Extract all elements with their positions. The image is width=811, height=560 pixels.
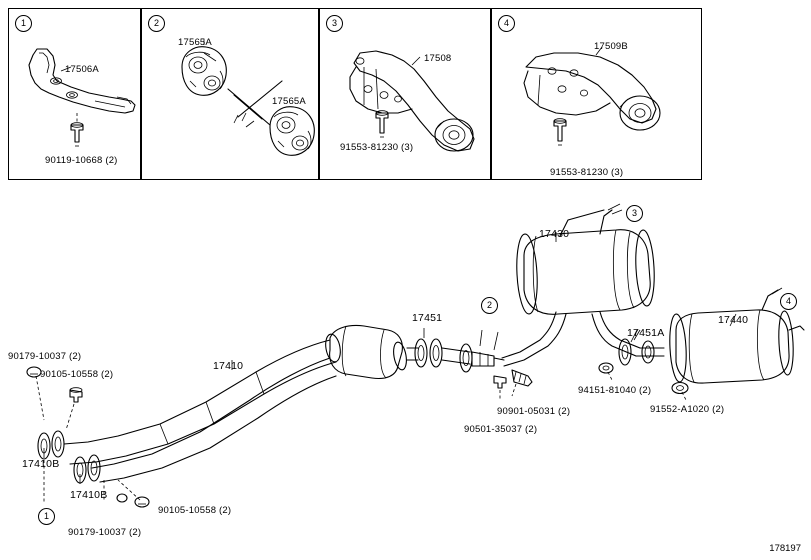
- exhaust-assembly-drawing: [0, 180, 811, 560]
- hardware-label-90179-10037-upper: 90179-10037 (2): [8, 351, 82, 362]
- main-label-17451a: 17451A: [627, 327, 665, 339]
- main-callout-1: 1: [38, 508, 55, 525]
- main-label-17410b-upper: 17410B: [22, 458, 60, 470]
- callout-index-3: 3: [326, 15, 343, 32]
- hardware-label-94151-81040: 94151-81040 (2): [578, 385, 652, 396]
- main-label-17430: 17430: [539, 228, 570, 240]
- hardware-label-90501-35037: 90501-35037 (2): [464, 424, 538, 435]
- hardware-label-90105-10558-lower: 90105-10558 (2): [158, 505, 232, 516]
- bracket-17508-drawing: [320, 9, 492, 181]
- callout-box-1: [8, 8, 141, 180]
- callout-box-4: [491, 8, 702, 180]
- hardware-label-90179-10037-lower: 90179-10037 (2): [68, 527, 142, 538]
- hardware-label-90901-05031: 90901-05031 (2): [497, 406, 571, 417]
- part-label-17565a-upper: 17565A: [178, 37, 212, 48]
- main-label-17410b-lower: 17410B: [70, 489, 108, 501]
- callout-index-2: 2: [148, 15, 165, 32]
- bracket-17509b-drawing: [492, 9, 703, 181]
- main-callout-2: 2: [481, 297, 498, 314]
- insulator-17565a-drawing: [142, 9, 320, 181]
- callout-box-2: [141, 8, 319, 180]
- callout-index-4: 4: [498, 15, 515, 32]
- main-callout-4: 4: [780, 293, 797, 310]
- part-label-17508: 17508: [424, 53, 452, 64]
- main-label-17410: 17410: [213, 360, 244, 372]
- main-callout-3: 3: [626, 205, 643, 222]
- main-label-17440: 17440: [718, 314, 749, 326]
- main-label-17451: 17451: [412, 312, 443, 324]
- hardware-label-91552-a1020: 91552-A1020 (2): [650, 404, 725, 415]
- hardware-label-90105-10558-upper: 90105-10558 (2): [40, 369, 114, 380]
- callout-index-1: 1: [15, 15, 32, 32]
- hardware-label-91553-81230-a: 91553-81230 (3): [340, 142, 414, 153]
- part-label-17506a: 17506A: [65, 64, 99, 75]
- callout-box-row: [8, 8, 702, 180]
- figure-number: 178197: [769, 543, 801, 554]
- hardware-label-90119-10668: 90119-10668 (2): [45, 155, 118, 166]
- part-label-17565a-lower: 17565A: [272, 96, 306, 107]
- hardware-label-91553-81230-b: 91553-81230 (3): [550, 167, 624, 178]
- callout-box-3: [319, 8, 491, 180]
- part-label-17509b: 17509B: [594, 41, 628, 52]
